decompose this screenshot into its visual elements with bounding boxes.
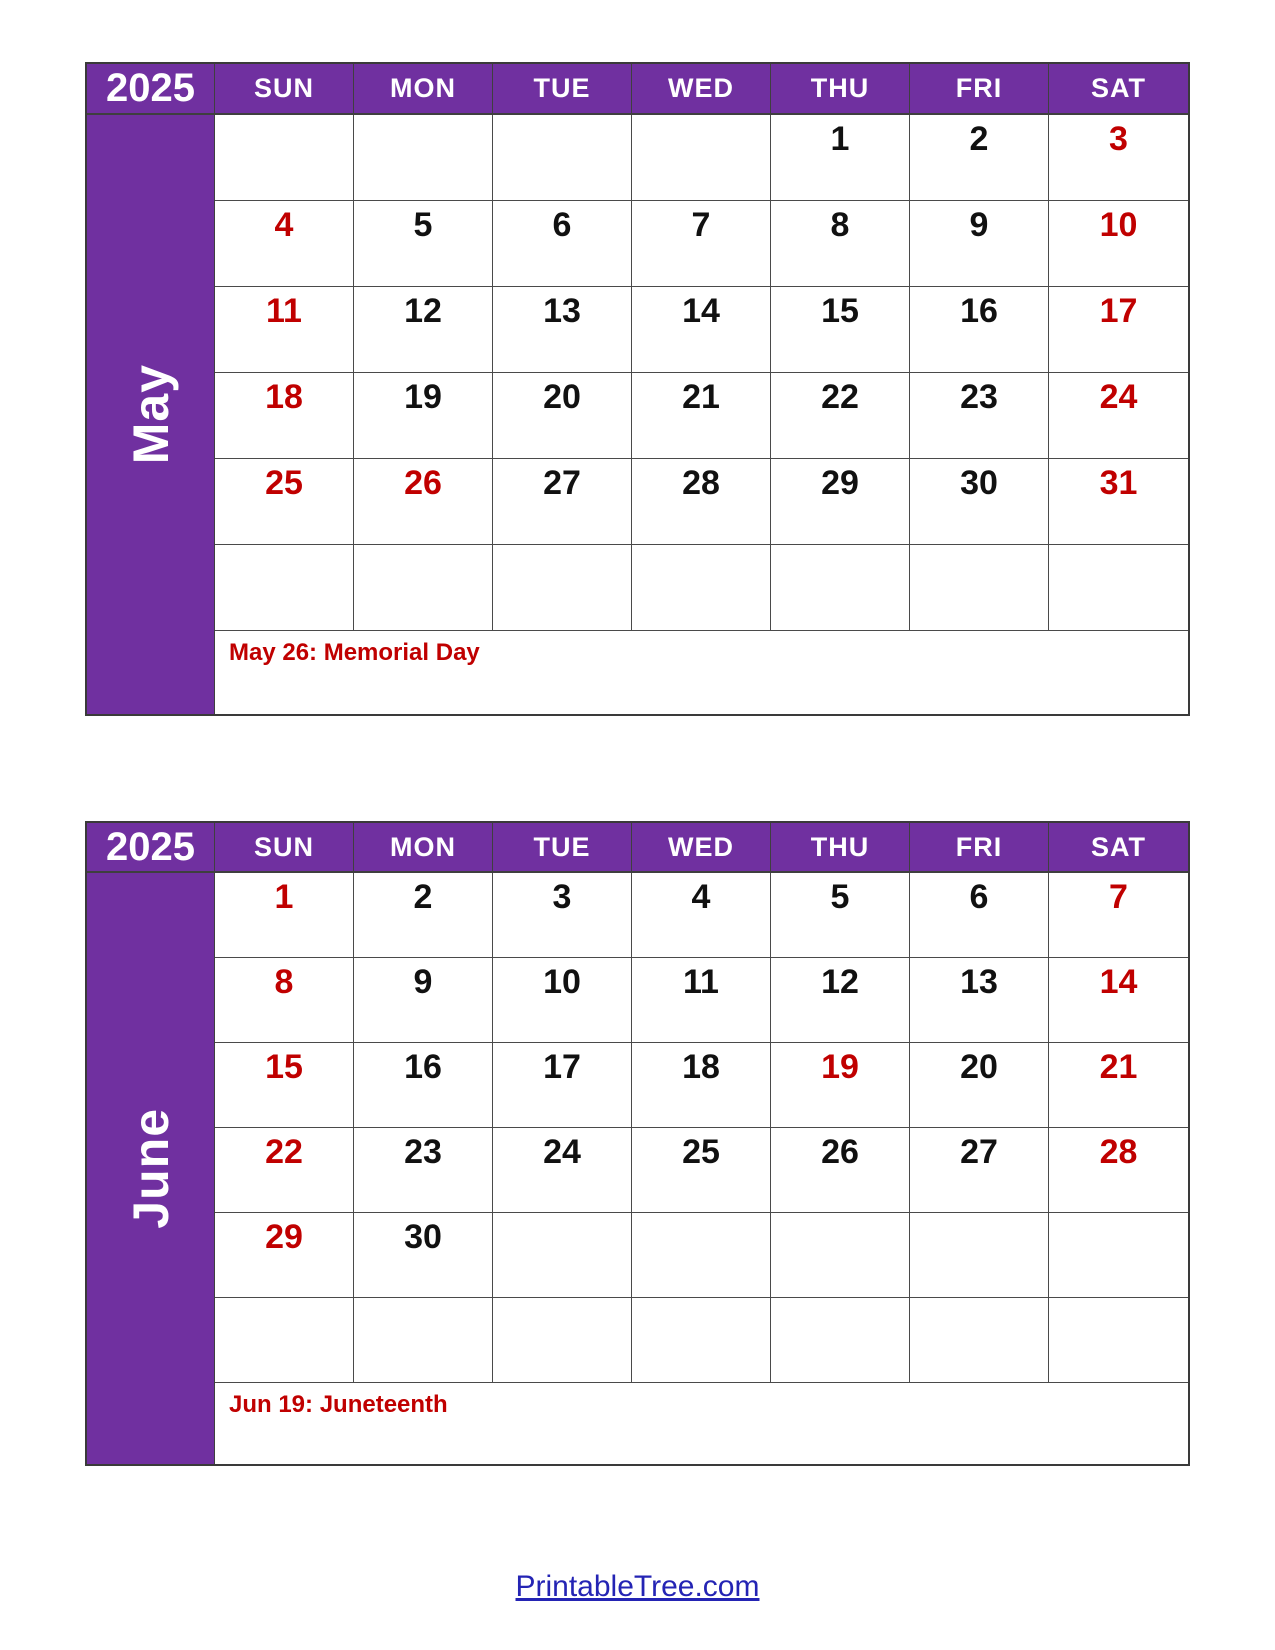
day-empty <box>493 1298 632 1383</box>
day-june-8: 8 <box>215 958 354 1043</box>
day-june-16: 16 <box>354 1043 493 1128</box>
day-june-13: 13 <box>910 958 1049 1043</box>
day-june-11: 11 <box>632 958 771 1043</box>
day-june-22: 22 <box>215 1128 354 1213</box>
day-empty <box>632 115 771 201</box>
weekday-header-wed: WED <box>632 823 771 873</box>
day-may-22: 22 <box>771 373 910 459</box>
weekday-header-sun: SUN <box>215 64 354 115</box>
day-june-27: 27 <box>910 1128 1049 1213</box>
weekday-header-tue: TUE <box>493 823 632 873</box>
day-may-26: 26 <box>354 459 493 545</box>
day-empty <box>354 115 493 201</box>
day-may-29: 29 <box>771 459 910 545</box>
day-may-3: 3 <box>1049 115 1188 201</box>
day-may-5: 5 <box>354 201 493 287</box>
day-empty <box>493 115 632 201</box>
weekday-header-sat: SAT <box>1049 64 1188 115</box>
day-june-7: 7 <box>1049 873 1188 958</box>
day-may-15: 15 <box>771 287 910 373</box>
day-may-7: 7 <box>632 201 771 287</box>
day-empty <box>1049 1298 1188 1383</box>
month-label: June <box>122 1108 179 1229</box>
day-empty <box>1049 545 1188 631</box>
day-empty <box>1049 1213 1188 1298</box>
day-empty <box>493 1213 632 1298</box>
day-june-21: 21 <box>1049 1043 1188 1128</box>
day-empty <box>632 1213 771 1298</box>
day-may-30: 30 <box>910 459 1049 545</box>
day-empty <box>771 545 910 631</box>
day-empty <box>632 1298 771 1383</box>
day-empty <box>771 1298 910 1383</box>
weekday-header-mon: MON <box>354 823 493 873</box>
weekday-header-thu: THU <box>771 64 910 115</box>
day-june-25: 25 <box>632 1128 771 1213</box>
day-may-27: 27 <box>493 459 632 545</box>
weekday-header-sun: SUN <box>215 823 354 873</box>
day-empty <box>910 1213 1049 1298</box>
day-june-4: 4 <box>632 873 771 958</box>
day-empty <box>215 115 354 201</box>
month-sidebar <box>87 115 215 714</box>
day-june-28: 28 <box>1049 1128 1188 1213</box>
day-june-20: 20 <box>910 1043 1049 1128</box>
day-may-12: 12 <box>354 287 493 373</box>
weekday-header-fri: FRI <box>910 64 1049 115</box>
day-empty <box>910 545 1049 631</box>
day-may-13: 13 <box>493 287 632 373</box>
day-june-10: 10 <box>493 958 632 1043</box>
day-june-1: 1 <box>215 873 354 958</box>
weekday-header-sat: SAT <box>1049 823 1188 873</box>
holiday-note: May 26: Memorial Day <box>215 631 1188 714</box>
day-june-23: 23 <box>354 1128 493 1213</box>
day-may-17: 17 <box>1049 287 1188 373</box>
calendar-june <box>85 821 1190 1466</box>
day-may-14: 14 <box>632 287 771 373</box>
day-may-9: 9 <box>910 201 1049 287</box>
day-may-21: 21 <box>632 373 771 459</box>
day-may-25: 25 <box>215 459 354 545</box>
day-may-8: 8 <box>771 201 910 287</box>
day-empty <box>215 545 354 631</box>
day-june-12: 12 <box>771 958 910 1043</box>
year-label: 2025 <box>87 823 215 873</box>
day-empty <box>632 545 771 631</box>
day-june-19: 19 <box>771 1043 910 1128</box>
day-may-31: 31 <box>1049 459 1188 545</box>
day-may-6: 6 <box>493 201 632 287</box>
day-june-29: 29 <box>215 1213 354 1298</box>
day-june-24: 24 <box>493 1128 632 1213</box>
weekday-header-tue: TUE <box>493 64 632 115</box>
weekday-header-thu: THU <box>771 823 910 873</box>
holiday-note: Jun 19: Juneteenth <box>215 1383 1188 1464</box>
day-may-19: 19 <box>354 373 493 459</box>
day-may-10: 10 <box>1049 201 1188 287</box>
day-empty <box>215 1298 354 1383</box>
day-june-3: 3 <box>493 873 632 958</box>
footer-link[interactable]: PrintableTree.com <box>515 1570 760 1603</box>
weekday-header-mon: MON <box>354 64 493 115</box>
page-footer <box>0 1570 1275 1604</box>
day-june-26: 26 <box>771 1128 910 1213</box>
day-may-2: 2 <box>910 115 1049 201</box>
day-may-4: 4 <box>215 201 354 287</box>
day-june-18: 18 <box>632 1043 771 1128</box>
day-may-11: 11 <box>215 287 354 373</box>
day-may-23: 23 <box>910 373 1049 459</box>
year-label: 2025 <box>87 64 215 115</box>
day-may-1: 1 <box>771 115 910 201</box>
day-may-28: 28 <box>632 459 771 545</box>
calendar-may <box>85 62 1190 716</box>
day-june-2: 2 <box>354 873 493 958</box>
day-empty <box>493 545 632 631</box>
day-empty <box>354 545 493 631</box>
day-may-18: 18 <box>215 373 354 459</box>
month-sidebar <box>87 873 215 1464</box>
day-june-9: 9 <box>354 958 493 1043</box>
day-june-5: 5 <box>771 873 910 958</box>
month-label: May <box>122 364 179 465</box>
day-june-17: 17 <box>493 1043 632 1128</box>
weekday-header-fri: FRI <box>910 823 1049 873</box>
day-may-16: 16 <box>910 287 1049 373</box>
day-empty <box>771 1213 910 1298</box>
day-june-30: 30 <box>354 1213 493 1298</box>
day-empty <box>910 1298 1049 1383</box>
day-june-15: 15 <box>215 1043 354 1128</box>
day-june-6: 6 <box>910 873 1049 958</box>
weekday-header-wed: WED <box>632 64 771 115</box>
day-june-14: 14 <box>1049 958 1188 1043</box>
day-may-20: 20 <box>493 373 632 459</box>
day-may-24: 24 <box>1049 373 1188 459</box>
day-empty <box>354 1298 493 1383</box>
